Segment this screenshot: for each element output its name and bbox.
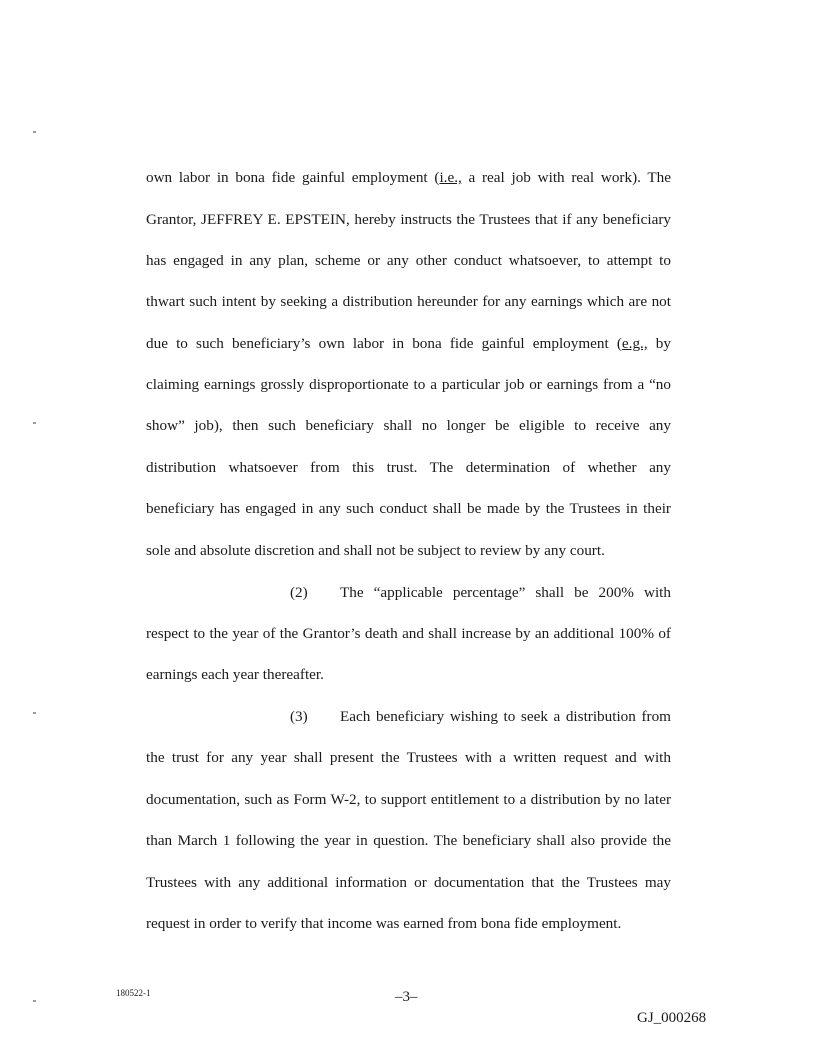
text-line-2: Grantor, JEFFREY E. EPSTEIN, hereby instructs the Trustees that if any beneficiary: [146, 211, 671, 228]
text-line-19: request in order to verify that income was earned from bona fide employment.: [146, 915, 622, 932]
text-line-8: distribution whatsoever from this trust. The determination of whether any: [146, 459, 671, 476]
paragraph-2-line-1: (2) The “applicable percentage” shall be 200% with: [290, 584, 671, 601]
margin-mark: [33, 422, 36, 424]
margin-mark: [33, 131, 36, 133]
underlined-ie: i.e.,: [439, 169, 462, 186]
text-line-4: thwart such intent by seeking a distribution hereunder for any earnings which are not: [146, 293, 671, 310]
margin-mark: [33, 1000, 36, 1002]
bates-number: GJ_000268: [637, 1010, 707, 1026]
margin-mark: [33, 712, 36, 714]
text-line-15: the trust for any year shall present the Trustees with a written request and with: [146, 749, 671, 766]
page-number: –3–: [395, 989, 418, 1005]
paragraph-number-2: (2): [290, 584, 308, 601]
text-line-16: documentation, such as Form W-2, to support entitlement to a distribution by no later: [146, 791, 671, 808]
text-line-5: due to such beneficiary’s own labor in bona fide gainful employment (e.g., by: [146, 335, 671, 352]
paragraph-number-3: (3): [290, 708, 308, 725]
text-line-17: than March 1 following the year in question. The beneficiary shall also provide the: [146, 832, 671, 849]
document-code: 180522-1: [116, 988, 151, 998]
text-line-13: earnings each year thereafter.: [146, 666, 324, 683]
text-line-10: sole and absolute discretion and shall not be subject to review by any court.: [146, 542, 605, 559]
text-line-6: claiming earnings grossly disproportionate to a particular job or earnings from a “no: [146, 376, 671, 393]
text-line-12: respect to the year of the Grantor’s death and shall increase by an additional 100% of: [146, 625, 671, 642]
text-line-3: has engaged in any plan, scheme or any other conduct whatsoever, to attempt to: [146, 252, 671, 269]
underlined-eg: e.g.,: [621, 335, 648, 352]
paragraph-3-line-1: (3) Each beneficiary wishing to seek a distribution from: [290, 708, 671, 725]
text-line-1: own labor in bona fide gainful employment (i.e., a real job with real work). The: [146, 169, 671, 186]
text-line-7: show” job), then such beneficiary shall no longer be eligible to receive any: [146, 417, 671, 434]
text-line-9: beneficiary has engaged in any such conduct shall be made by the Trustees in their: [146, 500, 671, 517]
text-line-18: Trustees with any additional information or documentation that the Trustees may: [146, 874, 671, 891]
